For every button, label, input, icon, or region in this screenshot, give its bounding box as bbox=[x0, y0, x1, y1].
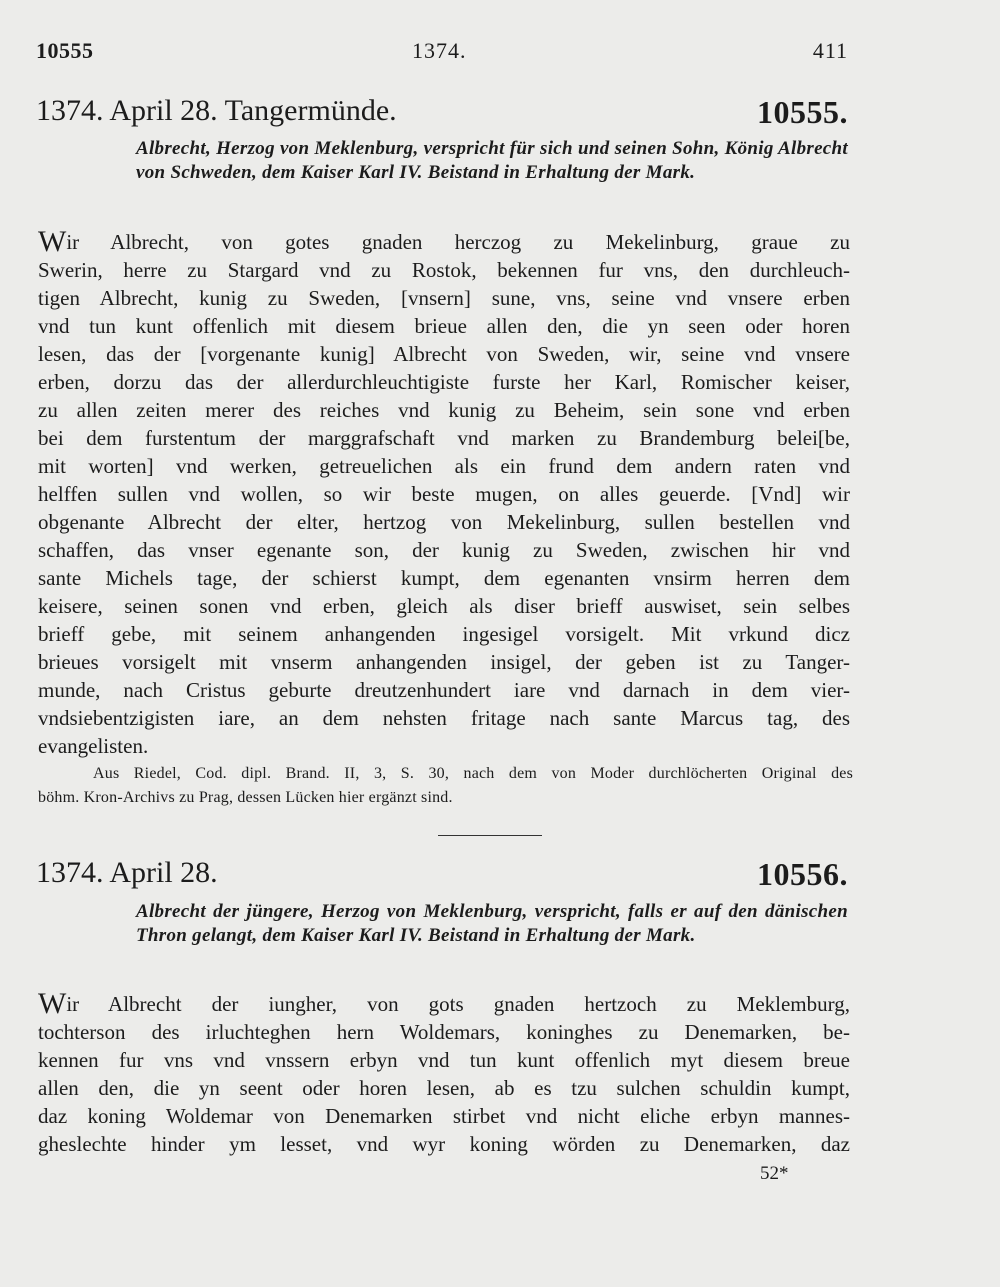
doc2-dropcap: W bbox=[38, 990, 67, 1018]
source-line-1: Aus Riedel, Cod. dipl. Brand. II, 3, S. 30, nach dem von Moder durchlöcherten Original des bbox=[93, 765, 853, 782]
doc1-line-9: mit worten] vnd werken, getreuelichen als ein frund dem andern raten vnd bbox=[38, 454, 850, 478]
doc2-heading bbox=[36, 856, 848, 896]
doc1-date: 1374. April 28. Tangermünde. bbox=[36, 94, 397, 127]
doc1-line-6: erben, dorzu das der allerdurchleuchtigiste furste her Karl, Romischer keiser, bbox=[38, 370, 850, 394]
doc1-line-17: munde, nach Cristus geburte dreutzenhundert iare vnd darnach in dem vier- bbox=[38, 678, 850, 702]
doc2-line-4: allen den, die yn seent oder horen lesen, ab es tzu sulchen schuldin kumpt, bbox=[38, 1076, 850, 1100]
doc2-line-3: kennen fur vns vnd vnssern erbyn vnd tun kunt offenlich myt diesem breue bbox=[38, 1048, 850, 1072]
section-divider bbox=[438, 835, 542, 836]
doc1-line-13: sante Michels tage, der schierst kumpt, dem egenanten vnsirm herren dem bbox=[38, 566, 850, 590]
doc2-summary: Albrecht der jüngere, Herzog von Meklenburg, verspricht, falls er auf den dänischen Thron gelangt, dem Kaiser Karl IV. Beistand in Erhaltung der Mark. bbox=[136, 901, 848, 946]
doc1-line-1: ir Albrecht, von gotes gnaden herczog zu Mekelinburg, graue zu bbox=[66, 230, 850, 254]
doc2-number: 10556. bbox=[757, 856, 848, 892]
doc1-line-2: Swerin, herre zu Stargard vnd zu Rostok, bekennen fur vns, den durchleuch- bbox=[38, 258, 850, 282]
doc1-number: 10555. bbox=[757, 94, 848, 130]
doc2-body bbox=[38, 990, 850, 1158]
doc1-body bbox=[38, 228, 850, 760]
doc1-line-5: lesen, das der [vorgenante kunig] Albrecht von Sweden, wir, seine vnd vnsere bbox=[38, 342, 850, 366]
doc1-heading bbox=[36, 94, 848, 134]
doc1-line-12: schaffen, das vnser egenante son, der kunig zu Sweden, zwischen hir vnd bbox=[38, 538, 850, 562]
source-line-2: böhm. Kron-Archivs zu Prag, dessen Lücken hier ergänzt sind. bbox=[38, 789, 453, 806]
doc1-line-3: tigen Albrecht, kunig zu Sweden, [vnsern] sune, vns, seine vnd vnsere erben bbox=[38, 286, 850, 310]
doc2-line-1: ir Albrecht der iungher, von gots gnaden hertzoch zu Meklemburg, bbox=[66, 992, 850, 1016]
doc1-line-16: brieues vorsigelt mit vnserm anhangenden insigel, der geben ist zu Tanger- bbox=[38, 650, 850, 674]
doc2-line-6: gheslechte hinder ym lesset, vnd wyr koning wörden zu Denemarken, daz bbox=[38, 1132, 850, 1156]
text-line bbox=[38, 228, 850, 256]
doc2-date: 1374. April 28. bbox=[36, 856, 218, 889]
doc1-source-note bbox=[93, 762, 853, 785]
doc1-line-4: vnd tun kunt offenlich mit diesem brieue allen den, die yn seen oder horen bbox=[38, 314, 850, 338]
doc2-line-5: daz koning Woldemar von Denemarken stirbet vnd nicht eliche erbyn mannes- bbox=[38, 1104, 850, 1128]
doc1-source-note-cont bbox=[38, 786, 854, 809]
signature-mark: 52* bbox=[760, 1163, 789, 1184]
running-head-year: 1374. bbox=[412, 38, 467, 63]
doc1-line-14: keisere, seinen sonen vnd erben, gleich als diser brieff auswiset, sein selbes bbox=[38, 594, 850, 618]
doc1-summary: Albrecht, Herzog von Meklenburg, verspricht für sich und seinen Sohn, König Albrecht von Schweden, dem Kaiser Karl IV. Beistand in Erhaltung der Mark. bbox=[136, 138, 848, 183]
doc1-line-19: evangelisten. bbox=[38, 734, 149, 758]
page-number: 411 bbox=[812, 38, 848, 63]
doc1-line-11: obgenante Albrecht der elter, hertzog von Mekelinburg, sullen bestellen vnd bbox=[38, 510, 850, 534]
running-head-doc-number: 10555 bbox=[36, 38, 94, 63]
running-head bbox=[36, 38, 848, 68]
doc1-line-7: zu allen zeiten merer des reiches vnd kunig zu Beheim, sein sone vnd erben bbox=[38, 398, 850, 422]
doc1-line-8: bei dem furstentum der marggrafschaft vnd marken zu Brandemburg belei[be, bbox=[38, 426, 850, 450]
doc2-line-2: tochterson des irluchteghen hern Woldemars, koninghes zu Denemarken, be- bbox=[38, 1020, 850, 1044]
doc1-line-18: vndsiebentzigisten iare, an dem nehsten fritage nach sante Marcus tag, des bbox=[38, 706, 850, 730]
text-line bbox=[38, 990, 850, 1018]
doc1-line-15: brieff gebe, mit seinem anhangenden ingesigel vorsigelt. Mit vrkund dicz bbox=[38, 622, 850, 646]
doc1-dropcap: W bbox=[38, 228, 67, 256]
doc1-line-10: helffen sullen vnd wollen, so wir beste mugen, on alles geuerde. [Vnd] wir bbox=[38, 482, 850, 506]
